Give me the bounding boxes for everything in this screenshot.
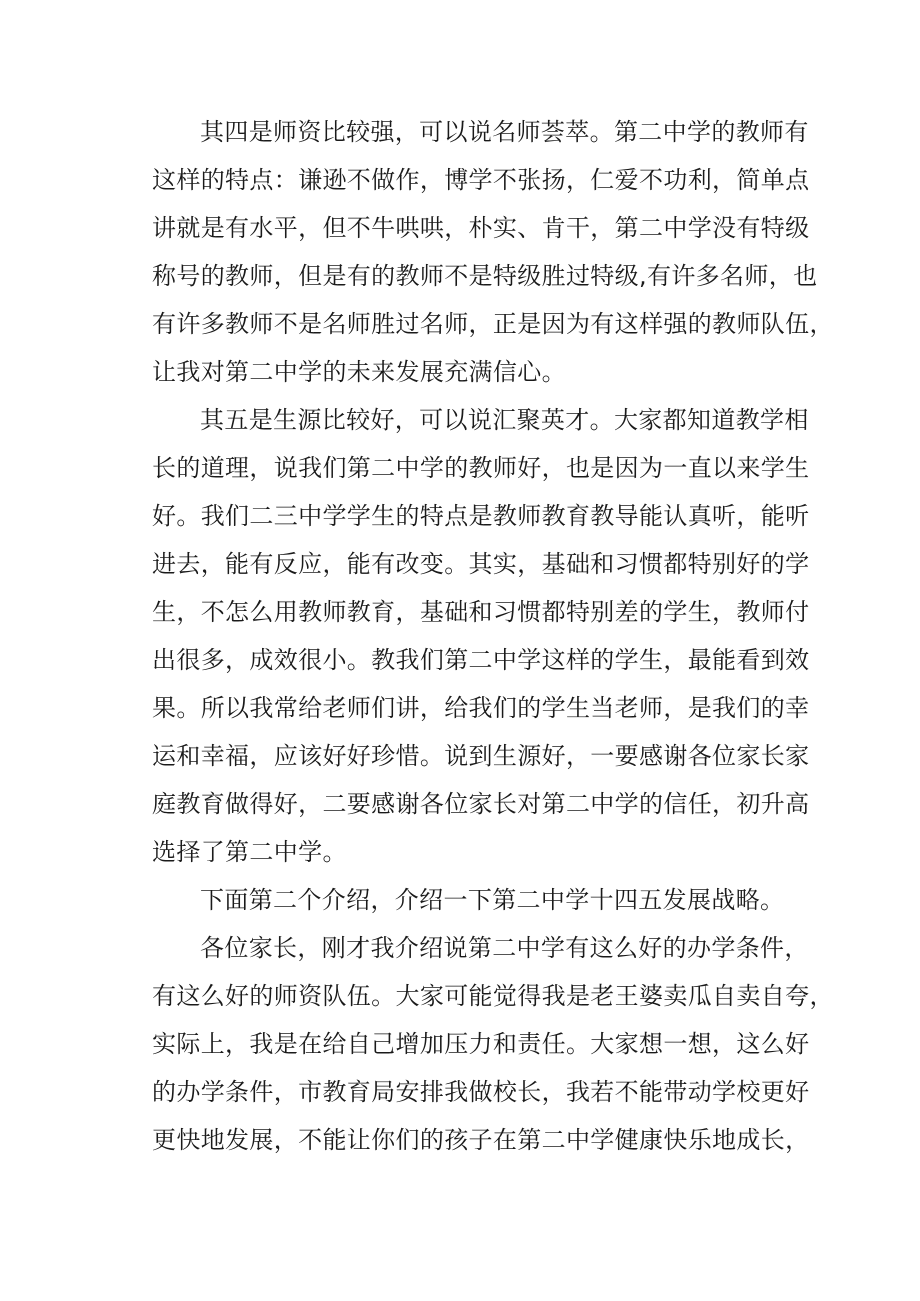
document-body (152, 108, 834, 1164)
text-line: 其四是师资比较强，可以说名师荟萃。第二中学的教师有 (200, 118, 809, 146)
paragraph-strategy-intro (152, 876, 792, 924)
text-line: 运和幸福，应该好好珍惜。说到生源好，一要感谢各位家长家 (152, 742, 810, 770)
text-line: 讲就是有水平，但不牛哄哄，朴实、肯干，第二中学没有特级 (152, 214, 810, 242)
text-line: 进去，能有反应，能有改变。其实，基础和习惯都特别好的学 (152, 550, 810, 578)
text-line: 让我对第二中学的未来发展充满信心。 (152, 358, 566, 386)
text-line: 其五是生源比较好，可以说汇聚英才。大家都知道教学相 (200, 406, 809, 434)
text-line: 实际上，我是在给自己增加压力和责任。大家想一想，这么好 (152, 1030, 810, 1058)
text-line: 生，不怎么用教师教育，基础和习惯都特别差的学生，教师付 (152, 598, 810, 626)
text-line: 有许多教师不是名师胜过名师，正是因为有这样强的教师队伍， (152, 310, 834, 338)
text-line: 选择了第二中学。 (152, 838, 347, 866)
text-line: 的办学条件，市教育局安排我做校长，我若不能带动学校更好 (152, 1078, 810, 1106)
text-line: 下面第二个介绍，介绍一下第二中学十四五发展战略。 (200, 886, 785, 914)
paragraph-teachers (152, 108, 834, 396)
text-line: 出很多，成效很小。教我们第二中学这样的学生，最能看到效 (152, 646, 810, 674)
text-line: 这样的特点：谦逊不做作，博学不张扬，仁爱不功利，简单点 (152, 166, 810, 194)
paragraph-parents (152, 924, 834, 1164)
text-line: 更快地发展，不能让你们的孩子在第二中学健康快乐地成长， (152, 1126, 810, 1154)
text-line: 庭教育做得好，二要感谢各位家长对第二中学的信任，初升高 (152, 790, 810, 818)
text-line: 长的道理，说我们第二中学的教师好，也是因为一直以来学生 (152, 454, 810, 482)
paragraph-students (152, 396, 810, 876)
text-line: 有这么好的师资队伍。大家可能觉得我是老王婆卖瓜自卖自夸， (152, 982, 834, 1010)
text-line: 各位家长，刚才我介绍说第二中学有这么好的办学条件， (200, 934, 809, 962)
text-line: 称号的教师，但是有的教师不是特级胜过特级,有许多名师，也 (152, 262, 818, 290)
text-line: 果。所以我常给老师们讲，给我们的学生当老师，是我们的幸 (152, 694, 810, 722)
text-line: 好。我们二三中学学生的特点是教师教育教导能认真听，能听 (152, 502, 810, 530)
